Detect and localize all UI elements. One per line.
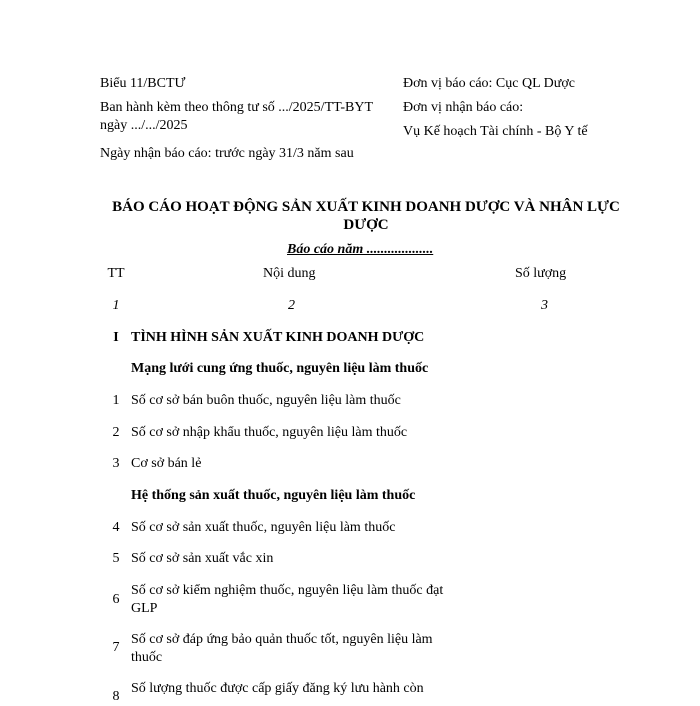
col-header-content: Nội dung: [263, 266, 316, 281]
reporting-unit: Đơn vị báo cáo: Cục QL Dược: [403, 76, 575, 91]
row-tt: 2: [112, 425, 120, 440]
row-content: Số cơ sở kiểm nghiệm thuốc, nguyên liệu làm thuốc đạt GLP: [131, 583, 444, 616]
issued-with-note: Ban hành kèm theo thông tư số .../2025/TT-BYT ngày .../.../2025: [100, 100, 373, 133]
row-content: Cơ sở bán lẻ: [131, 456, 202, 471]
receive-date-note: Ngày nhận báo cáo: trước ngày 31/3 năm sau: [100, 146, 354, 161]
subsection-heading: Hệ thống sản xuất thuốc, nguyên liệu làm thuốc: [131, 488, 416, 503]
col-header-tt: TT: [107, 266, 125, 281]
index-col-3: 3: [541, 298, 548, 313]
row-tt: 5: [112, 551, 120, 566]
section-heading: TÌNH HÌNH SẢN XUẤT KINH DOANH DƯỢC: [131, 330, 425, 345]
row-content: Số cơ sở sản xuất vắc xin: [131, 551, 274, 566]
subsection-heading: Mạng lưới cung ứng thuốc, nguyên liệu làm thuốc: [131, 361, 429, 376]
row-content: Số cơ sở bán buôn thuốc, nguyên liệu làm thuốc: [131, 393, 401, 408]
form-code: Biểu 11/BCTƯ: [100, 76, 186, 91]
row-tt: 4: [112, 520, 120, 535]
row-content: Số cơ sở sản xuất thuốc, nguyên liệu làm thuốc: [131, 520, 396, 535]
row-tt: 8: [112, 689, 120, 704]
row-content: Số cơ sở đáp ứng bảo quản thuốc tốt, nguyên liệu làm thuốc: [131, 632, 433, 665]
index-col-2: 2: [288, 298, 295, 313]
col-header-quantity: Số lượng: [515, 266, 567, 281]
report-title: BÁO CÁO HOẠT ĐỘNG SẢN XUẤT KINH DOANH DƯỢC VÀ NHÂN LỰC DƯỢC: [112, 199, 620, 233]
row-tt: 7: [112, 640, 120, 655]
row-tt: 3: [112, 456, 120, 471]
row-tt: 6: [112, 592, 120, 607]
receiving-unit-label: Đơn vị nhận báo cáo:: [403, 100, 524, 115]
row-tt: I: [113, 330, 119, 345]
receiving-unit: Vụ Kế hoạch Tài chính - Bộ Y tế: [403, 124, 588, 139]
row-content: Số cơ sở nhập khẩu thuốc, nguyên liệu làm thuốc: [131, 425, 408, 440]
report-subtitle: Báo cáo năm ...................: [287, 242, 434, 257]
row-content: Số lượng thuốc được cấp giấy đăng ký lưu hành còn: [131, 681, 424, 696]
index-col-1: 1: [112, 298, 120, 313]
row-tt: 1: [112, 393, 120, 408]
